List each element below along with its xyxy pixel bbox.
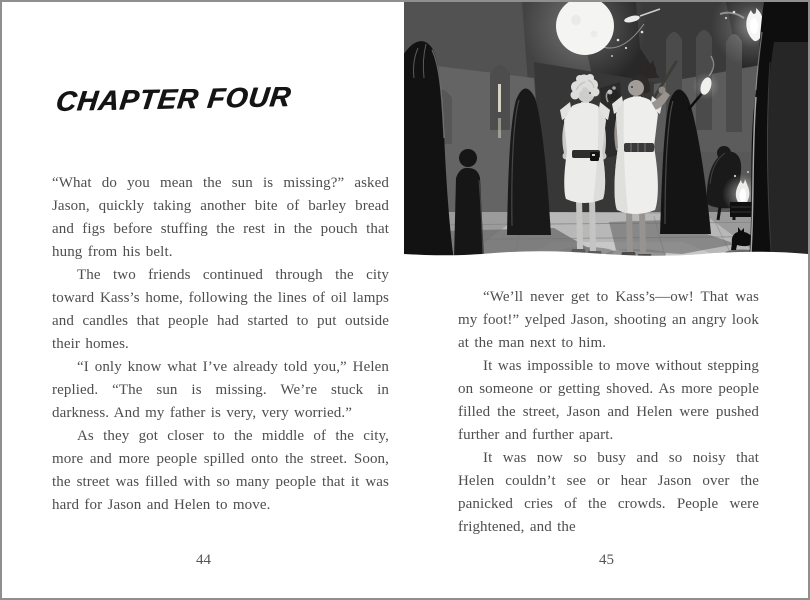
paragraph: “I only know what I’ve already told you,” Helen replied. “The sun is missing. We’re stuck in darkness. And my father is very, very worried.” [52,359,389,421]
paragraph: “We’ll never get to Kass’s—ow! That was my foot!” yelped Jason, shooting an angry look at the man next to him. [458,289,759,351]
paragraph: “What do you mean the sun is missing?” asked Jason, quickly taking another bite of barley bread and figs before stuffing the rest in the pouch that hung from his belt. [52,175,389,260]
paragraph: It was impossible to move without stepping on someone or getting shoved. As more people filled the street, Jason and Helen were pushed further and further apart. [458,358,759,443]
left-page-text-column [52,172,389,517]
chapter-illustration [404,2,808,260]
paragraph: It was now so busy and so noisy that Helen couldn’t see or hear Jason over the panicked cries of the crowds. People were frightened, and the [458,450,759,535]
page-number-right: 45 [599,552,614,568]
paragraph: The two friends continued through the city toward Kass’s home, following the lines of oil lamps and candles that people had started to put outside their homes. [52,267,389,352]
night-street-scene [404,2,808,260]
chapter-heading: CHAPTER FOUR [54,81,293,118]
paragraph: As they got closer to the middle of the city, more and more people spilled onto the street. Soon, the street was filled with so many people that it was hard for Jason and Helen to move. [52,428,389,513]
right-page-text-column [458,286,759,539]
page-number-left: 44 [196,552,211,568]
